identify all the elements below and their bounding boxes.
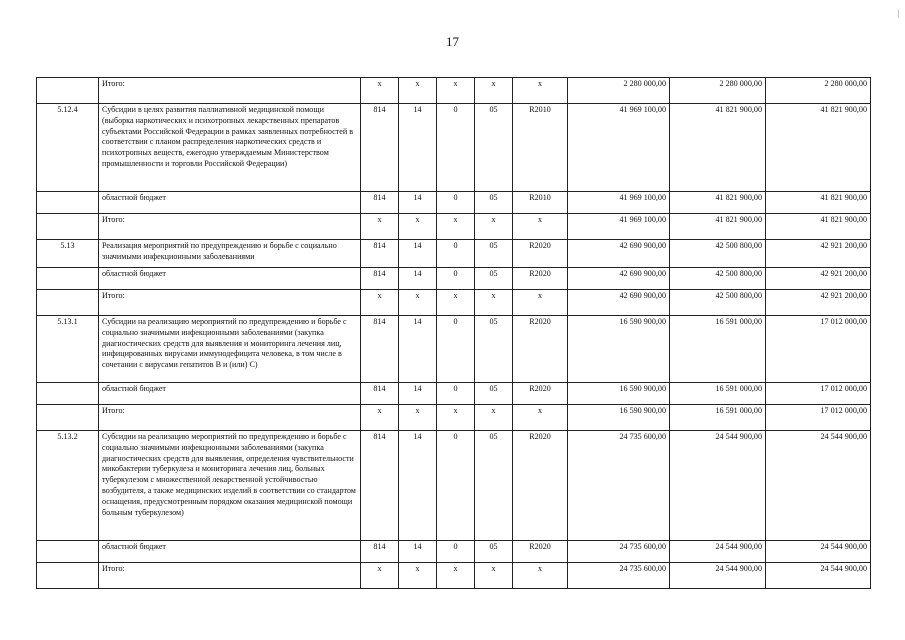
row-description: Субсидии в целях развития паллиативной медицинской помощи (выборка наркотических и психотропных лекарственных препаратов субъектами Российской Федерации в рамках заявленных потребностей в соответствии с планом распределения наркотических средств и психотропных веществ, ежегодно утверждаемым Министерством промышленности и торговли Российской Федерации) bbox=[99, 104, 361, 192]
code-expense: R2020 bbox=[513, 268, 568, 290]
table-row-budget bbox=[37, 383, 871, 405]
code-subprogram: х bbox=[475, 290, 513, 316]
amount-year-1: 42 690 900,00 bbox=[568, 268, 670, 290]
row-description: Итого: bbox=[99, 78, 361, 104]
code-section: 14 bbox=[399, 240, 437, 268]
code-subprogram: 05 bbox=[475, 383, 513, 405]
code-program: 0 bbox=[437, 541, 475, 563]
code-expense: х bbox=[513, 405, 568, 431]
code-subprogram: х bbox=[475, 563, 513, 589]
amount-year-1: 42 690 900,00 bbox=[568, 240, 670, 268]
table-body bbox=[37, 78, 871, 589]
code-expense: х bbox=[513, 78, 568, 104]
row-number bbox=[37, 563, 99, 589]
amount-year-3: 17 012 000,00 bbox=[766, 316, 871, 383]
row-number: 5.13.1 bbox=[37, 316, 99, 383]
amount-year-1: 42 690 900,00 bbox=[568, 290, 670, 316]
code-section: 14 bbox=[399, 431, 437, 541]
code-expense: х bbox=[513, 563, 568, 589]
table-row-total bbox=[37, 405, 871, 431]
code-expense: R2010 bbox=[513, 104, 568, 192]
code-subprogram: 05 bbox=[475, 268, 513, 290]
row-number bbox=[37, 192, 99, 214]
amount-year-2: 24 544 900,00 bbox=[670, 541, 766, 563]
page-number: 17 bbox=[446, 34, 459, 49]
amount-year-3: 42 921 200,00 bbox=[766, 240, 871, 268]
amount-year-3: 42 921 200,00 bbox=[766, 290, 871, 316]
row-number: 5.13 bbox=[37, 240, 99, 268]
amount-year-2: 41 821 900,00 bbox=[670, 104, 766, 192]
code-program: 0 bbox=[437, 316, 475, 383]
row-number bbox=[37, 290, 99, 316]
code-section: х bbox=[399, 563, 437, 589]
row-number: 5.12.4 bbox=[37, 104, 99, 192]
corner-mark: | bbox=[897, 8, 899, 18]
code-subprogram: 05 bbox=[475, 104, 513, 192]
code-ministry: 814 bbox=[361, 268, 399, 290]
row-description: Итого: bbox=[99, 563, 361, 589]
code-ministry: х bbox=[361, 290, 399, 316]
code-program: 0 bbox=[437, 268, 475, 290]
amount-year-3: 2 280 000,00 bbox=[766, 78, 871, 104]
amount-year-2: 24 544 900,00 bbox=[670, 431, 766, 541]
amount-year-3: 41 821 900,00 bbox=[766, 214, 871, 240]
code-section: 14 bbox=[399, 541, 437, 563]
code-ministry: х bbox=[361, 214, 399, 240]
amount-year-1: 16 590 900,00 bbox=[568, 316, 670, 383]
row-number bbox=[37, 541, 99, 563]
row-description: областной бюджет bbox=[99, 268, 361, 290]
code-ministry: х bbox=[361, 405, 399, 431]
row-number bbox=[37, 268, 99, 290]
code-ministry: 814 bbox=[361, 240, 399, 268]
amount-year-2: 41 821 900,00 bbox=[670, 214, 766, 240]
amount-year-2: 42 500 800,00 bbox=[670, 268, 766, 290]
table-row-item bbox=[37, 316, 871, 383]
code-ministry: 814 bbox=[361, 383, 399, 405]
amount-year-1: 41 969 100,00 bbox=[568, 104, 670, 192]
row-description: Итого: bbox=[99, 405, 361, 431]
code-subprogram: 05 bbox=[475, 240, 513, 268]
amount-year-3: 41 821 900,00 bbox=[766, 192, 871, 214]
row-description: областной бюджет bbox=[99, 192, 361, 214]
table-row-total bbox=[37, 563, 871, 589]
code-expense: R2020 bbox=[513, 316, 568, 383]
row-number bbox=[37, 405, 99, 431]
table-row-budget bbox=[37, 541, 871, 563]
code-expense: х bbox=[513, 290, 568, 316]
amount-year-1: 41 969 100,00 bbox=[568, 214, 670, 240]
amount-year-2: 16 591 000,00 bbox=[670, 383, 766, 405]
amount-year-1: 24 735 600,00 bbox=[568, 563, 670, 589]
code-subprogram: 05 bbox=[475, 192, 513, 214]
code-subprogram: х bbox=[475, 78, 513, 104]
row-number bbox=[37, 214, 99, 240]
amount-year-2: 16 591 000,00 bbox=[670, 405, 766, 431]
code-ministry: 814 bbox=[361, 541, 399, 563]
code-program: 0 bbox=[437, 192, 475, 214]
amount-year-3: 24 544 900,00 bbox=[766, 431, 871, 541]
amount-year-1: 16 590 900,00 bbox=[568, 383, 670, 405]
code-section: х bbox=[399, 214, 437, 240]
row-description: Реализация мероприятий по предупреждению и борьбе с социально значимыми инфекционными заболеваниями bbox=[99, 240, 361, 268]
code-ministry: 814 bbox=[361, 192, 399, 214]
code-section: 14 bbox=[399, 104, 437, 192]
amount-year-1: 2 280 000,00 bbox=[568, 78, 670, 104]
amount-year-3: 42 921 200,00 bbox=[766, 268, 871, 290]
amount-year-2: 41 821 900,00 bbox=[670, 192, 766, 214]
code-section: х bbox=[399, 78, 437, 104]
code-subprogram: х bbox=[475, 405, 513, 431]
code-expense: R2020 bbox=[513, 383, 568, 405]
code-program: х bbox=[437, 405, 475, 431]
code-program: 0 bbox=[437, 240, 475, 268]
row-description: областной бюджет bbox=[99, 383, 361, 405]
code-ministry: 814 bbox=[361, 104, 399, 192]
code-section: х bbox=[399, 405, 437, 431]
code-program: х bbox=[437, 214, 475, 240]
table-row-total bbox=[37, 290, 871, 316]
amount-year-2: 42 500 800,00 bbox=[670, 290, 766, 316]
amount-year-2: 16 591 000,00 bbox=[670, 316, 766, 383]
row-description: областной бюджет bbox=[99, 541, 361, 563]
code-section: 14 bbox=[399, 383, 437, 405]
row-description: Итого: bbox=[99, 214, 361, 240]
code-subprogram: х bbox=[475, 214, 513, 240]
code-ministry: х bbox=[361, 78, 399, 104]
code-expense: R2020 bbox=[513, 240, 568, 268]
row-number: 5.13.2 bbox=[37, 431, 99, 541]
amount-year-1: 16 590 900,00 bbox=[568, 405, 670, 431]
code-subprogram: 05 bbox=[475, 316, 513, 383]
code-section: х bbox=[399, 290, 437, 316]
code-ministry: 814 bbox=[361, 431, 399, 541]
row-description: Субсидии на реализацию мероприятий по предупреждению и борьбе с социально значимыми инфекционными заболеваниями (закупка диагностических средств для выявления, определения чувствительности микобактерии туберкулеза и мониторинга лечения лиц, больных туберкулезом с множественной лекарственной устойчивостью возбудителя, а также медицинских изделий в соответствии со стандартом оснащения, предусмотренным порядком оказания медицинской помощи больным туберкулезом) bbox=[99, 431, 361, 541]
code-subprogram: 05 bbox=[475, 431, 513, 541]
code-program: х bbox=[437, 563, 475, 589]
amount-year-3: 24 544 900,00 bbox=[766, 563, 871, 589]
code-expense: R2020 bbox=[513, 541, 568, 563]
amount-year-1: 24 735 600,00 bbox=[568, 431, 670, 541]
code-expense: х bbox=[513, 214, 568, 240]
row-description: Итого: bbox=[99, 290, 361, 316]
amount-year-3: 41 821 900,00 bbox=[766, 104, 871, 192]
code-expense: R2010 bbox=[513, 192, 568, 214]
amount-year-3: 17 012 000,00 bbox=[766, 383, 871, 405]
code-section: 14 bbox=[399, 316, 437, 383]
row-number bbox=[37, 383, 99, 405]
budget-table bbox=[36, 77, 871, 589]
code-program: 0 bbox=[437, 104, 475, 192]
code-program: х bbox=[437, 78, 475, 104]
amount-year-3: 24 544 900,00 bbox=[766, 541, 871, 563]
code-program: 0 bbox=[437, 431, 475, 541]
table-row-item bbox=[37, 104, 871, 192]
row-number bbox=[37, 78, 99, 104]
table-row-budget bbox=[37, 192, 871, 214]
amount-year-3: 17 012 000,00 bbox=[766, 405, 871, 431]
code-ministry: х bbox=[361, 563, 399, 589]
code-section: 14 bbox=[399, 268, 437, 290]
amount-year-1: 41 969 100,00 bbox=[568, 192, 670, 214]
amount-year-2: 24 544 900,00 bbox=[670, 563, 766, 589]
code-expense: R2020 bbox=[513, 431, 568, 541]
table-row-item bbox=[37, 240, 871, 268]
table-row-budget bbox=[37, 268, 871, 290]
amount-year-2: 2 280 000,00 bbox=[670, 78, 766, 104]
amount-year-1: 24 735 600,00 bbox=[568, 541, 670, 563]
code-program: 0 bbox=[437, 383, 475, 405]
row-description: Субсидии на реализацию мероприятий по предупреждению и борьбе с социально значимыми инфекционными заболеваниями (закупка диагностических средств для выявления и мониторинга лечения лиц, инфицированных вирусами иммунодефицита человека, в том числе в сочетании с вирусами гепатитов В и (или) С) bbox=[99, 316, 361, 383]
table-row-total bbox=[37, 214, 871, 240]
code-ministry: 814 bbox=[361, 316, 399, 383]
code-program: х bbox=[437, 290, 475, 316]
code-section: 14 bbox=[399, 192, 437, 214]
amount-year-2: 42 500 800,00 bbox=[670, 240, 766, 268]
table-row-total bbox=[37, 78, 871, 104]
table-row-item bbox=[37, 431, 871, 541]
code-subprogram: 05 bbox=[475, 541, 513, 563]
